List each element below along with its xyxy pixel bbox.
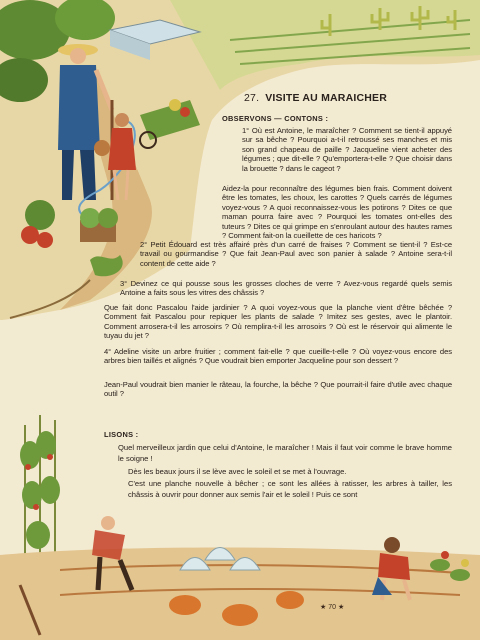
paragraph-observons-1: 1° Où est Antoine, le maraîcher ? Comment se tient-il appuyé sur sa bêche ? Pourquoi a-t-il retroussé ses manches et mis son grand chapeau de paille ? Jacqueline vient acheter des légumes ; que dit-elle ? Qu'emportera-t-elle ? Que choisir dans la brouette ? dans le cageot ? bbox=[242, 126, 452, 173]
paragraph-observons-3: 3° Devinez ce qui pousse sous les grosses cloches de verre ? Avez-vous regardé quels semis Antoine a faits sous les vitres des châssis ? bbox=[120, 279, 452, 298]
paragraph-observons-3b: Que fait donc Pascalou l'aide jardinier ? A quoi voyez-vous que la planche vient d'être bêchée ? Comment fait Pascalou pour repiquer les plants de salade ? Imitez ses gestes, avec le plantoir. Comment arrosera-t-il les arrosoirs ? Où remplira-t-il les arrosoirs ? Où est le réservoir qui alimente le tuyau du jet ? bbox=[104, 303, 452, 341]
paragraph-lisons-2: Dès les beaux jours il se lève avec le soleil et se met à l'ouvrage. bbox=[128, 467, 347, 476]
paragraph-observons-2: 2° Petit Édouard est très affairé près d'un carré de fraises ? Comment se tient-il ? Est-ce travail ou gourmandise ? Que fait Jean-Paul avec son panier à salade ? Antoine sera-t-il content de cette aide ? bbox=[140, 240, 452, 268]
page-number: ★ 70 ★ bbox=[320, 604, 345, 611]
paragraph-observons-1b: Aidez-la pour reconnaître des légumes bien frais. Comment doivent être les tomates, les choux, les carottes ? Quels carrés de légumes voyez-vous ? A quoi reconnaissez-vous les potirons ? Dites ce que maman pourra faire avec ? Pourquoi les tomates ont-elles des tuteurs ? Dites ce qui grimpe en s'enroulant autour des hautes rames ? Comment fait-on la cueillette de ces haricots ? bbox=[222, 184, 452, 241]
garden-illustration-bottom bbox=[0, 395, 480, 640]
paragraph-lisons-3: C'est une planche nouvelle à bêcher ; ce sont les allées à ratisser, les arbres à tailler, les châssis à ouvrir pour donner aux semis l'air et le soleil ! Puis ce sont bbox=[128, 479, 452, 500]
lesson-title bbox=[244, 92, 387, 104]
paragraph-lisons-1: Quel merveilleux jardin que celui d'Antoine, le maraîcher ! Mais il faut voir comme le brave homme le soigne ! bbox=[118, 443, 452, 464]
paragraph-observons-4b: Jean-Paul voudrait bien manier le râteau, la fourche, la bêche ? Que pourrait-il faire d'utile avec chaque outil ? bbox=[104, 380, 452, 399]
lisons-heading: LISONS : bbox=[104, 430, 139, 439]
paragraph-observons-4: 4° Adeline visite un arbre fruitier ; comment fait-elle ? que cueille-t-elle ? Où voyez-vous encore des arbres bien taillés et alignés ? Que voudrait bien emporter Jacqueline pour son dessert ? bbox=[104, 347, 452, 366]
lesson-number: 27. bbox=[244, 92, 260, 104]
observons-heading: OBSERVONS — CONTONS : bbox=[222, 114, 329, 123]
lesson-title-text: VISITE AU MARAICHER bbox=[265, 92, 388, 104]
